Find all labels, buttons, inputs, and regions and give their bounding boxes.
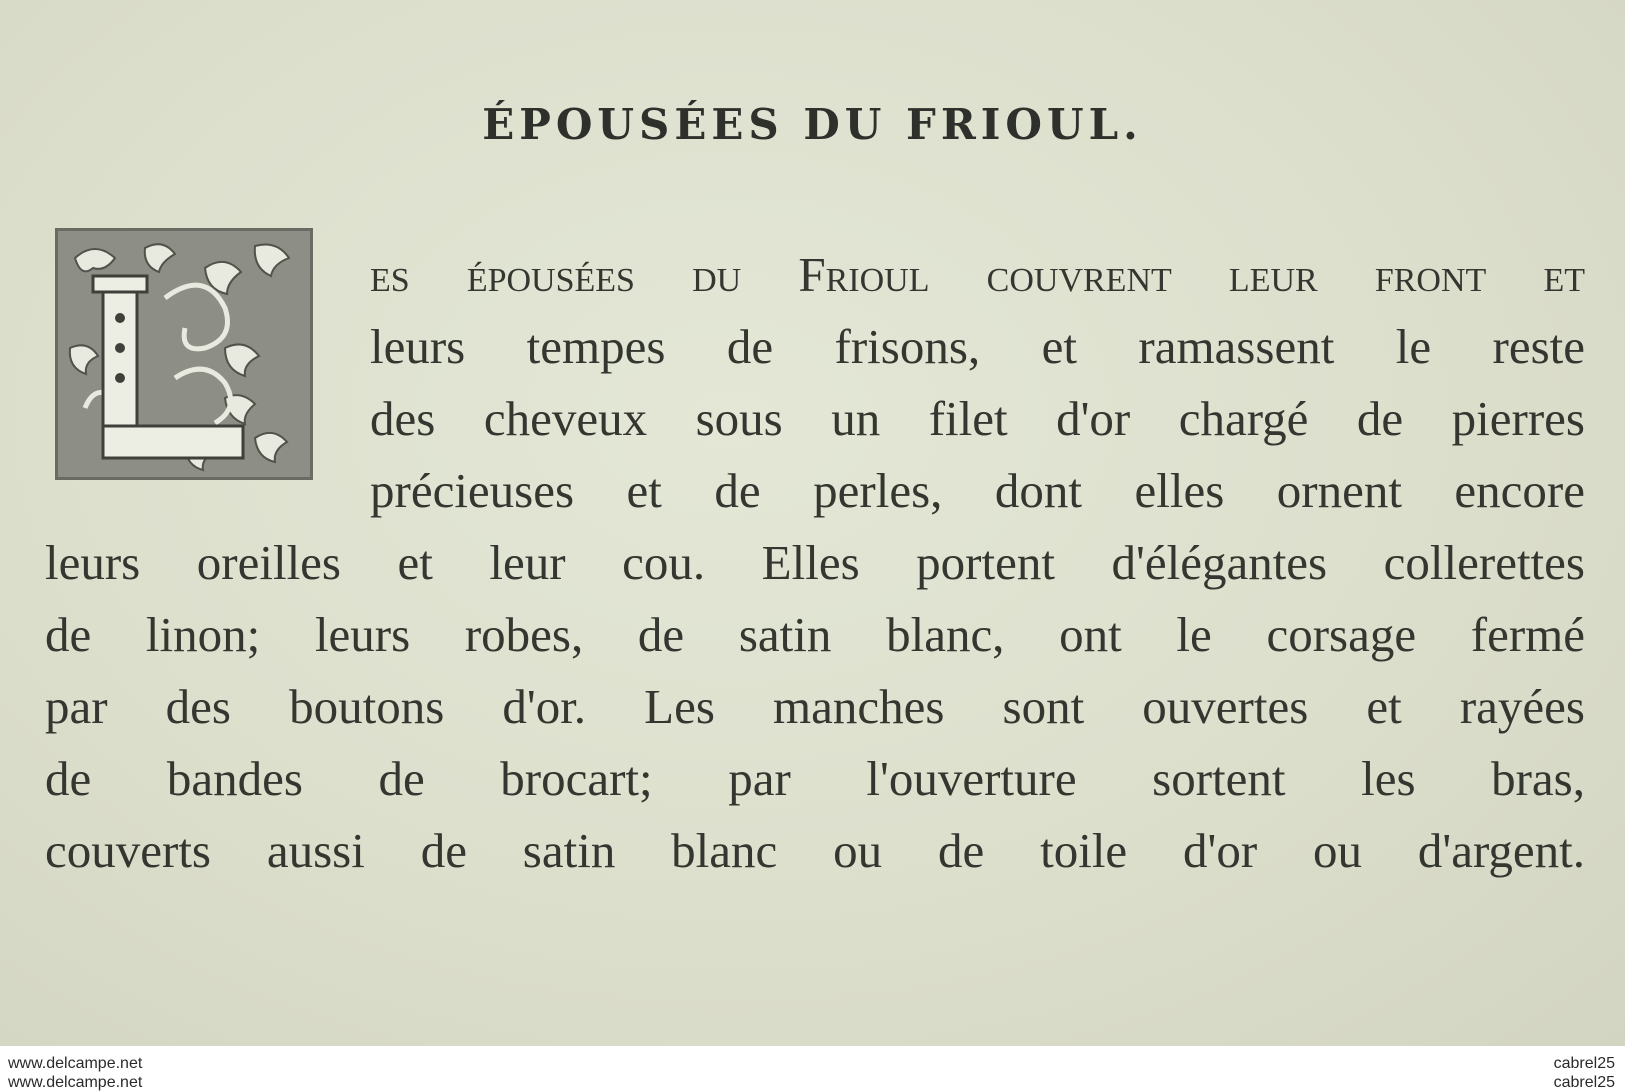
text-line-9: couverts aussi de satin blanc ou de toile d'or ou d'argent. xyxy=(45,823,1585,878)
text-line-5: leurs oreilles et leur cou. Elles portent d'élégantes collerettes xyxy=(45,535,1585,590)
text-line-6: de linon; leurs robes, de satin blanc, ont le corsage fermé xyxy=(45,607,1585,662)
text-line-1: es épousées du Frioul couvrent leur front et xyxy=(370,247,1585,302)
watermark-footer xyxy=(0,1046,1625,1091)
watermark-right-line-2: cabrel25 xyxy=(1553,1074,1615,1091)
watermark-left-line-2: www.delcampe.net xyxy=(8,1074,143,1091)
ornamental-dropcap xyxy=(55,228,313,480)
watermark-right xyxy=(1554,1054,1615,1092)
text-line-3: des cheveux sous un filet d'or chargé de pierres xyxy=(370,391,1585,446)
page-title: ÉPOUSÉES DU FRIOUL. xyxy=(482,100,1143,149)
watermark-left-line-1: www.delcampe.net xyxy=(8,1055,143,1072)
text-line-2: leurs tempes de frisons, et ramassent le reste xyxy=(370,319,1585,374)
text-line-4: précieuses et de perles, dont elles ornent encore xyxy=(370,463,1585,518)
text-line-8: de bandes de brocart; par l'ouverture sortent les bras, xyxy=(45,751,1585,806)
watermark-left xyxy=(8,1054,142,1092)
watermark-right-line-1: cabrel25 xyxy=(1553,1055,1615,1072)
dropcap-ornament-icon xyxy=(55,228,313,480)
text-line-7: par des boutons d'or. Les manches sont ouvertes et rayées xyxy=(45,679,1585,734)
